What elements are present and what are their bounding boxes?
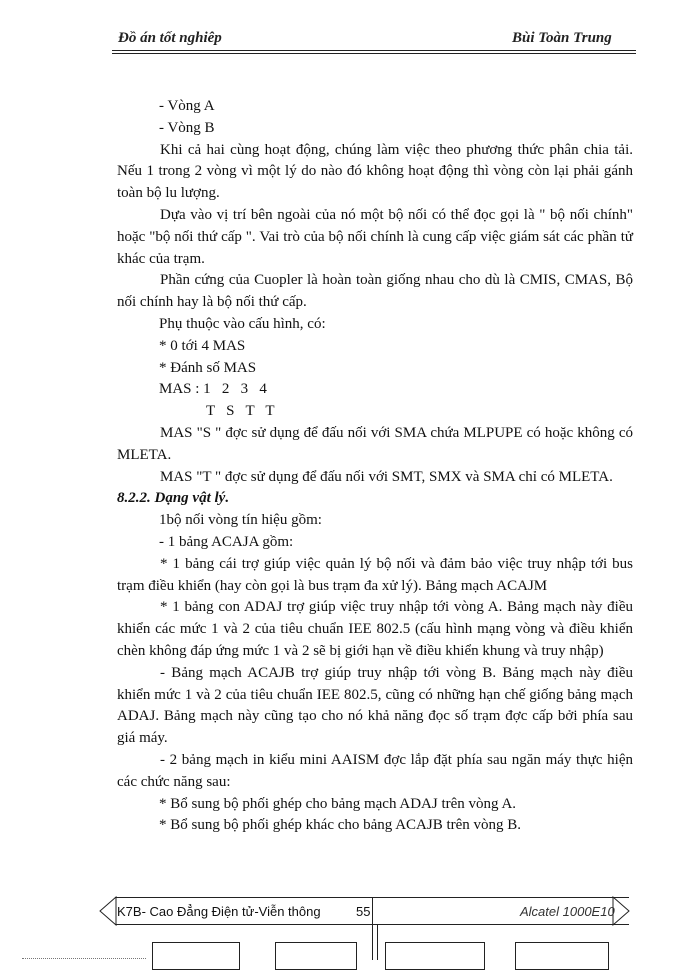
footer-left-arrow-icon — [99, 896, 117, 926]
footer-box — [385, 942, 485, 970]
text-line: - Vòng A — [159, 98, 215, 114]
text-line: Phụ thuộc vào cấu hình, có: — [159, 315, 326, 332]
footer-box — [515, 942, 609, 970]
paragraph: MAS "T " đợc sử dụng để đấu nối với SMT, SMX và SMA chỉ có MLETA. — [160, 468, 613, 485]
page-number: 55 — [356, 904, 371, 919]
footer-left: K7B- Cao Đẳng Điện tử-Viễn thông — [117, 904, 321, 919]
section-heading: 8.2.2. Dạng vật lý. — [117, 490, 230, 507]
text-line: * 0 tới 4 MAS — [159, 337, 246, 354]
paragraph: Khi cả hai cùng hoạt động, chúng làm việc theo phương thức phân chia tải. Nếu 1 trong 2 vòng vì một lý do nào đó không hoạt động thì vòng còn lại phải gánh toàn bộ lu lượng. — [117, 141, 633, 202]
text-line: 1bộ nối vòng tín hiệu gồm: — [159, 512, 322, 529]
footer-divider — [377, 924, 378, 960]
text-line: - 1 bảng ACAJA gồm: — [159, 533, 294, 550]
footer-box — [275, 942, 357, 970]
paragraph: MAS "S " đợc sử dụng để đấu nối với SMA chứa MLPUPE có hoặc không có MLETA. — [117, 424, 633, 463]
paragraph: Phần cứng của Cuopler là hoàn toàn giống nhau cho dù là CMIS, CMAS, Bộ nối chính hay là bộ nối thứ cấp. — [117, 272, 633, 311]
mas-numbers: MAS : 1 2 3 4 — [159, 381, 267, 398]
header-left: Đồ án tốt nghiêp — [118, 30, 222, 46]
header-rule — [112, 50, 636, 54]
paragraph: - Bảng mạch ACAJB trợ giúp truy nhập tới vòng B. Bảng mạch này điều khiển mức 1 và 2 của tiêu chuẩn IEE 802.5, cũng có những hạn chế giống bảng mạch ADAJ. Bảng mạch này cũng tạo cho nó khả năng đọc số trạm đợc cấp bởi phía sau giá máy. — [117, 664, 633, 747]
text-line: * Đánh số MAS — [159, 359, 257, 376]
text-line: - Vòng B — [159, 119, 215, 136]
paragraph: * 1 bảng con ADAJ trợ giúp việc truy nhập tới vòng A. Bảng mạch này điều khiển các mức 1 và 2 của tiêu chuẩn IEE 802.5 (cấu hình mạng vòng và điều khiển chèn không đáp ứng mức 1 và 2 sẽ bị giới hạn về điều khiển khung và truy nhập) — [117, 599, 633, 659]
mas-types: T S T T — [206, 403, 275, 420]
header-right: Bùi Toàn Trung — [512, 30, 612, 46]
footer-box — [152, 942, 240, 970]
page-body — [117, 96, 633, 837]
paragraph: - 2 bảng mạch in kiểu mini AAISM đợc lắp đặt phía sau ngăn máy thực hiện các chức năng sau: — [117, 751, 633, 790]
text-line: * Bổ sung bộ phối ghép khác cho bảng ACAJB trên vòng B. — [159, 817, 522, 834]
paragraph: * 1 bảng cái trợ giúp việc quản lý bộ nối và đảm bảo việc truy nhập tới bus trạm điều khiển (hay còn gọi là bus trạm đa xử lý). Bảng mạch ACAJM — [117, 555, 633, 594]
footer-divider — [372, 897, 373, 960]
footer-dotted-line — [22, 958, 146, 959]
paragraph: Dựa vào vị trí bên ngoài của nó một bộ nối có thể đọc gọi là " bộ nối chính" hoặc "bộ nối thứ cấp ". Vai trò của bộ nối chính là cung cấp việc giám sát các phần tử khác của trạm. — [117, 206, 633, 267]
text-line: * Bổ sung bộ phối ghép cho bảng mạch ADAJ trên vòng A. — [159, 795, 517, 812]
footer-right: Alcatel 1000E10 — [520, 904, 615, 919]
